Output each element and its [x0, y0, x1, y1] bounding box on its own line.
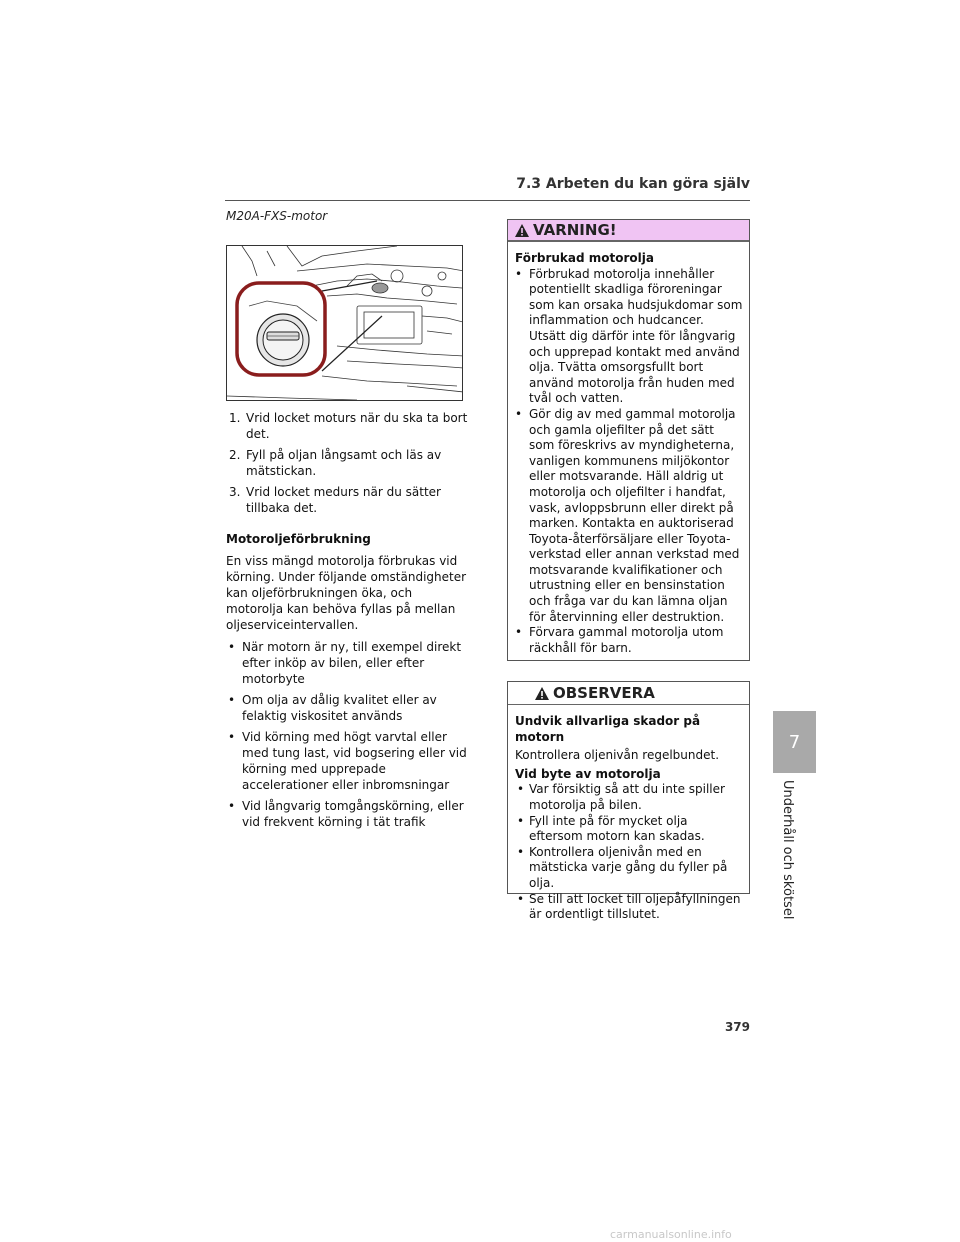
list-item	[515, 782, 743, 813]
step-item	[229, 447, 469, 479]
header-divider	[225, 200, 750, 201]
warning-header	[508, 220, 749, 242]
warning-box	[507, 219, 750, 661]
list-item	[226, 729, 470, 793]
bullet-icon: •	[228, 730, 236, 744]
warning-heading: Förbrukad motorolja	[515, 251, 654, 265]
notice-heading: Undvik allvarliga skador på motorn	[515, 714, 701, 744]
section-header: 7.3 Arbeten du kan göra själv	[516, 176, 750, 192]
step-number: 2.	[229, 448, 241, 462]
chapter-tab-label-container	[771, 780, 819, 920]
chapter-label: Underhåll och skötsel	[780, 780, 795, 920]
list-item	[515, 892, 743, 923]
list-item-text: Förvara gammal motorolja utom räckhåll för barn.	[529, 625, 724, 655]
list-item-text: Var försiktig så att du inte spiller motorolja på bilen.	[529, 782, 725, 812]
list-item-text: Vid långvarig tomgångskörning, eller vid frekvent körning i tät trafik	[242, 799, 464, 829]
bullet-icon: •	[228, 799, 236, 813]
warning-icon	[514, 223, 530, 238]
caution-icon	[534, 686, 550, 701]
step-item	[229, 410, 469, 442]
notice-subheading: Vid byte av motorolja	[515, 766, 661, 781]
list-item	[515, 845, 743, 892]
step-item	[229, 484, 469, 516]
list-item-text: Gör dig av med gammal motorolja och gamla oljefilter på det sätt som föreskrivs av myndigheterna, vanligen kommunens miljökontor eller motsvarande. Häll aldrig ut motorolja och oljefilter i handfat, vask, avloppsbrunn eller direkt på marken. Kontakta en auktoriserad Toyota-återförsäljare eller Toyota-verkstad eller annan verkstad med motsvarande kvalifikationer och utrustning eller en bensinstation och fråga var du kan lämna oljan för återvinning eller destruktion.	[529, 406, 740, 624]
list-item	[226, 798, 470, 830]
list-item	[226, 639, 470, 687]
list-item	[515, 407, 743, 625]
bullet-icon: •	[515, 406, 523, 421]
figure-caption: M20A-FXS-motor	[226, 209, 328, 223]
bullet-icon: •	[517, 844, 525, 859]
bullet-icon: •	[515, 266, 523, 281]
notice-content	[508, 705, 749, 923]
watermark: carmanualsonline.info	[610, 1228, 732, 1241]
list-item-text: När motorn är ny, till exempel direkt efter inköp av bilen, eller efter motorbyte	[242, 640, 462, 686]
bullet-icon: •	[515, 625, 523, 640]
list-item-text: Kontrollera oljenivån med en mätsticka varje gång du fyller på olja.	[529, 844, 728, 890]
bullet-icon: •	[228, 693, 236, 707]
warning-title: VARNING!	[533, 221, 617, 239]
notice-title: OBSERVERA	[553, 684, 655, 702]
notice-header	[508, 682, 749, 705]
list-item-text: Vid körning med högt varvtal eller med tung last, vid bogsering eller vid körning med upprepade accelerationer eller inbromsningar	[242, 730, 467, 792]
chapter-number: 7	[788, 731, 801, 753]
notice-text: Kontrollera oljenivån regelbundet.	[515, 748, 720, 763]
list-item	[515, 267, 743, 407]
bullet-icon: •	[517, 891, 525, 906]
list-item-text: Fyll inte på för mycket olja eftersom motorn kan skadas.	[529, 813, 705, 844]
engine-drawing	[227, 246, 463, 401]
oil-consumption-section	[226, 531, 470, 835]
engine-illustration	[226, 245, 463, 401]
step-text: Vrid locket moturs när du ska ta bort det.	[246, 411, 468, 441]
list-item	[226, 692, 470, 724]
step-text: Fyll på oljan långsamt och läs av mätstickan.	[246, 448, 442, 478]
page-number: 379	[724, 1020, 750, 1034]
intro-paragraph: En viss mängd motorolja förbrukas vid körning. Under följande omständigheter kan oljeförbrukningen öka, och motorolja kan behöva fyllas på mellan oljeserviceintervallen.	[226, 554, 467, 632]
chapter-tab	[773, 711, 816, 773]
list-item-text: Om olja av dålig kvalitet eller av felaktig viskositet används	[242, 693, 437, 723]
list-item-text: Se till att locket till oljepåfyllningen är ordentligt tillslutet.	[529, 891, 741, 922]
step-text: Vrid locket medurs när du sätter tillbaka det.	[246, 485, 441, 515]
step-number: 3.	[229, 485, 241, 499]
warning-content	[508, 242, 749, 656]
bullet-icon: •	[517, 813, 525, 828]
step-number: 1.	[229, 411, 241, 425]
list-item	[515, 814, 743, 845]
list-item-text: Förbrukad motorolja innehåller potentiellt skadliga föroreningar som kan orsaka hudsjukdomar som inflammation och hudcancer. Utsätt dig därför inte för långvarig och upprepad kontakt med använd olja. Tvätta omsorgsfullt bort använd motorolja från huden med tvål och vatten.	[529, 266, 743, 406]
list-item	[515, 625, 743, 656]
bullet-icon: •	[517, 782, 525, 797]
notice-box	[507, 681, 750, 922]
section-heading: Motoroljeförbrukning	[226, 532, 371, 546]
bullet-icon: •	[228, 640, 236, 654]
step-list	[229, 410, 469, 521]
